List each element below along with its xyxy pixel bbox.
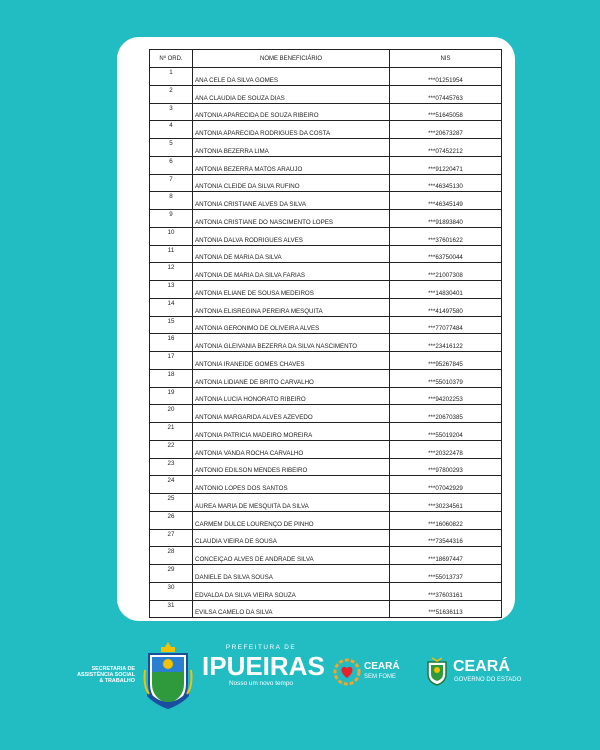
table-row xyxy=(150,263,502,281)
row-ord: 13 xyxy=(150,281,193,299)
table-row xyxy=(150,299,502,317)
ipueiras-slogan: Nosso um novo tempo xyxy=(229,680,293,687)
row-ord: 9 xyxy=(150,210,193,228)
table-row xyxy=(150,423,502,441)
ipueiras-logo-text: IPUEIRAS xyxy=(202,651,325,681)
ipueiras-prefix: PREFEITURA DE xyxy=(225,644,297,651)
row-ord: 25 xyxy=(150,494,193,512)
header-ord: Nº ORD. xyxy=(150,50,193,68)
table-row xyxy=(150,352,502,370)
row-name: ANTONIA PATRICIA MADEIRO MOREIRA xyxy=(193,423,390,441)
row-name: ANTONIA ELIANE DE SOUSA MEDEIROS xyxy=(193,281,390,299)
row-ord: 20 xyxy=(150,405,193,423)
row-nis: ***37603161 xyxy=(390,583,502,601)
row-ord: 1 xyxy=(150,68,193,86)
row-name: ANTONIA CLEIDE DA SILVA RUFINO xyxy=(193,175,390,193)
row-nis: ***55019204 xyxy=(390,423,502,441)
table-row xyxy=(150,157,502,175)
row-name: CARMEM DULCE LOURENÇO DE PINHO xyxy=(193,512,390,530)
table-row xyxy=(150,459,502,477)
table-row xyxy=(150,68,502,86)
row-ord: 23 xyxy=(150,459,193,477)
row-ord: 27 xyxy=(150,530,193,548)
row-nis: ***91220471 xyxy=(390,157,502,175)
row-nis: ***30234561 xyxy=(390,494,502,512)
row-name: EVILSA CAMELO DA SILVA xyxy=(193,601,390,619)
row-ord: 22 xyxy=(150,441,193,459)
row-name: CLAUDIA VIEIRA DE SOUSA xyxy=(193,530,390,548)
row-nis: ***63750044 xyxy=(390,246,502,264)
row-nis: ***20673287 xyxy=(390,121,502,139)
ceara-government-subtitle: GOVERNO DO ESTADO xyxy=(454,677,522,683)
ceara-government-crest-icon xyxy=(425,656,449,686)
row-nis: ***18697447 xyxy=(390,547,502,565)
table-row xyxy=(150,370,502,388)
row-name: ANTONIA DALVA RODRIGUES ALVES xyxy=(193,228,390,246)
row-ord: 19 xyxy=(150,388,193,406)
secretaria-text: SECRETARIA DE ASSISTÊNCIA SOCIAL & TRABALHO xyxy=(77,666,135,684)
ceara-sem-fome-subtitle: SEM FOME xyxy=(364,674,397,680)
table-row xyxy=(150,104,502,122)
row-nis: ***14830401 xyxy=(390,281,502,299)
row-ord: 8 xyxy=(150,192,193,210)
row-ord: 11 xyxy=(150,246,193,264)
row-nis: ***55010379 xyxy=(390,370,502,388)
table-row xyxy=(150,175,502,193)
row-nis: ***46345130 xyxy=(390,175,502,193)
row-name: ANTONIA LUCIA HONORATO RIBEIRO xyxy=(193,388,390,406)
row-name: EDVALDA DA SILVA VIEIRA SOUZA xyxy=(193,583,390,601)
row-nis: ***01251954 xyxy=(390,68,502,86)
row-name: ANTONIA BEZERRA MATOS ARAUJO xyxy=(193,157,390,175)
row-name: ANA CLAUDIA DE SOUZA DIAS xyxy=(193,86,390,104)
row-nis: ***91893840 xyxy=(390,210,502,228)
row-name: ANTONIA GERONIMO DE OLIVEIRA ALVES xyxy=(193,317,390,335)
row-ord: 14 xyxy=(150,299,193,317)
table-row xyxy=(150,405,502,423)
ceara-government-title: CEARÁ xyxy=(453,658,510,675)
row-name: ANTONIA LIDIANE DE BRITO CARVALHO xyxy=(193,370,390,388)
row-name: ANTONIA DE MARIA DA SILVA xyxy=(193,246,390,264)
table-row xyxy=(150,228,502,246)
row-ord: 4 xyxy=(150,121,193,139)
row-ord: 3 xyxy=(150,104,193,122)
table-row xyxy=(150,139,502,157)
table-row xyxy=(150,601,502,619)
row-ord: 21 xyxy=(150,423,193,441)
row-nis: ***77077484 xyxy=(390,317,502,335)
row-nis: ***94202253 xyxy=(390,388,502,406)
row-nis: ***55013737 xyxy=(390,565,502,583)
table-row xyxy=(150,334,502,352)
row-nis: ***16060822 xyxy=(390,512,502,530)
row-nis: ***46345149 xyxy=(390,192,502,210)
table-body xyxy=(150,68,502,618)
row-nis: ***20322478 xyxy=(390,441,502,459)
ipueiras-emblem-icon xyxy=(143,640,193,712)
table-row xyxy=(150,494,502,512)
row-name: ANTONIA CRISTIANE DO NASCIMENTO LOPES xyxy=(193,210,390,228)
footer-logos xyxy=(0,630,600,720)
table-header-row xyxy=(150,50,502,68)
header-nis: NIS xyxy=(390,50,502,68)
table-row xyxy=(150,547,502,565)
row-nis: ***51636113 xyxy=(390,601,502,619)
table-row xyxy=(150,565,502,583)
row-name: ANTONIA MARGARIDA ALVES AZEVEDO xyxy=(193,405,390,423)
table-row xyxy=(150,121,502,139)
row-name: ANTONIA VANDA ROCHA CARVALHO xyxy=(193,441,390,459)
row-ord: 28 xyxy=(150,547,193,565)
row-name: ANTONIA GLEIVANIA BEZERRA DA SILVA NASCIMENTO xyxy=(193,334,390,352)
ceara-sem-fome-icon xyxy=(333,658,361,686)
row-name: ANA CELE DA SILVA GOMES xyxy=(193,68,390,86)
table-row xyxy=(150,530,502,548)
row-ord: 2 xyxy=(150,86,193,104)
table-row xyxy=(150,281,502,299)
row-name: CONCEIÇAO ALVES DE ANDRADE SILVA xyxy=(193,547,390,565)
ceara-sem-fome-title: CEARÁ xyxy=(364,661,400,672)
table-row xyxy=(150,317,502,335)
table-row xyxy=(150,476,502,494)
row-name: AUREA MARIA DE MESQUITA DA SILVA xyxy=(193,494,390,512)
table-row xyxy=(150,86,502,104)
row-nis: ***07445763 xyxy=(390,86,502,104)
row-ord: 7 xyxy=(150,175,193,193)
row-ord: 24 xyxy=(150,476,193,494)
row-nis: ***23416122 xyxy=(390,334,502,352)
row-ord: 31 xyxy=(150,601,193,619)
row-nis: ***97800293 xyxy=(390,459,502,477)
row-ord: 5 xyxy=(150,139,193,157)
row-name: ANTONIO EDILSON MENDES RIBEIRO xyxy=(193,459,390,477)
document-card xyxy=(117,37,515,621)
row-ord: 29 xyxy=(150,565,193,583)
row-name: ANTONIA CRISTIANE ALVES DA SILVA xyxy=(193,192,390,210)
row-name: DANIELE DA SILVA SOUSA xyxy=(193,565,390,583)
row-nis: ***95267845 xyxy=(390,352,502,370)
row-ord: 16 xyxy=(150,334,193,352)
row-ord: 6 xyxy=(150,157,193,175)
row-ord: 12 xyxy=(150,263,193,281)
row-name: ANTONIA APARECIDA RODRIGUES DA COSTA xyxy=(193,121,390,139)
table-row xyxy=(150,388,502,406)
header-name: NOME BENEFICIÁRIO xyxy=(193,50,390,68)
table-row xyxy=(150,246,502,264)
row-ord: 18 xyxy=(150,370,193,388)
row-name: ANTONIA DE MARIA DA SILVA FARIAS xyxy=(193,263,390,281)
row-nis: ***07452212 xyxy=(390,139,502,157)
row-ord: 15 xyxy=(150,317,193,335)
row-nis: ***20670385 xyxy=(390,405,502,423)
row-name: ANTONIA ELISREGINA PEREIRA MESQUITA xyxy=(193,299,390,317)
row-nis: ***21007308 xyxy=(390,263,502,281)
table-row xyxy=(150,192,502,210)
row-nis: ***07042929 xyxy=(390,476,502,494)
row-ord: 10 xyxy=(150,228,193,246)
row-name: ANTONIA BEZERRA LIMA xyxy=(193,139,390,157)
beneficiary-table xyxy=(149,49,502,618)
row-nis: ***51645058 xyxy=(390,104,502,122)
row-nis: ***73544316 xyxy=(390,530,502,548)
table-row xyxy=(150,512,502,530)
row-nis: ***37601622 xyxy=(390,228,502,246)
row-ord: 26 xyxy=(150,512,193,530)
table-row xyxy=(150,210,502,228)
row-name: ANTONIA IRANEIDE GOMES CHAVES xyxy=(193,352,390,370)
row-nis: ***41497580 xyxy=(390,299,502,317)
table-row xyxy=(150,583,502,601)
table-row xyxy=(150,441,502,459)
row-name: ANTONIA APARECIDA DE SOUZA RIBEIRO xyxy=(193,104,390,122)
row-name: ANTONIO LOPES DOS SANTOS xyxy=(193,476,390,494)
row-ord: 17 xyxy=(150,352,193,370)
row-ord: 30 xyxy=(150,583,193,601)
